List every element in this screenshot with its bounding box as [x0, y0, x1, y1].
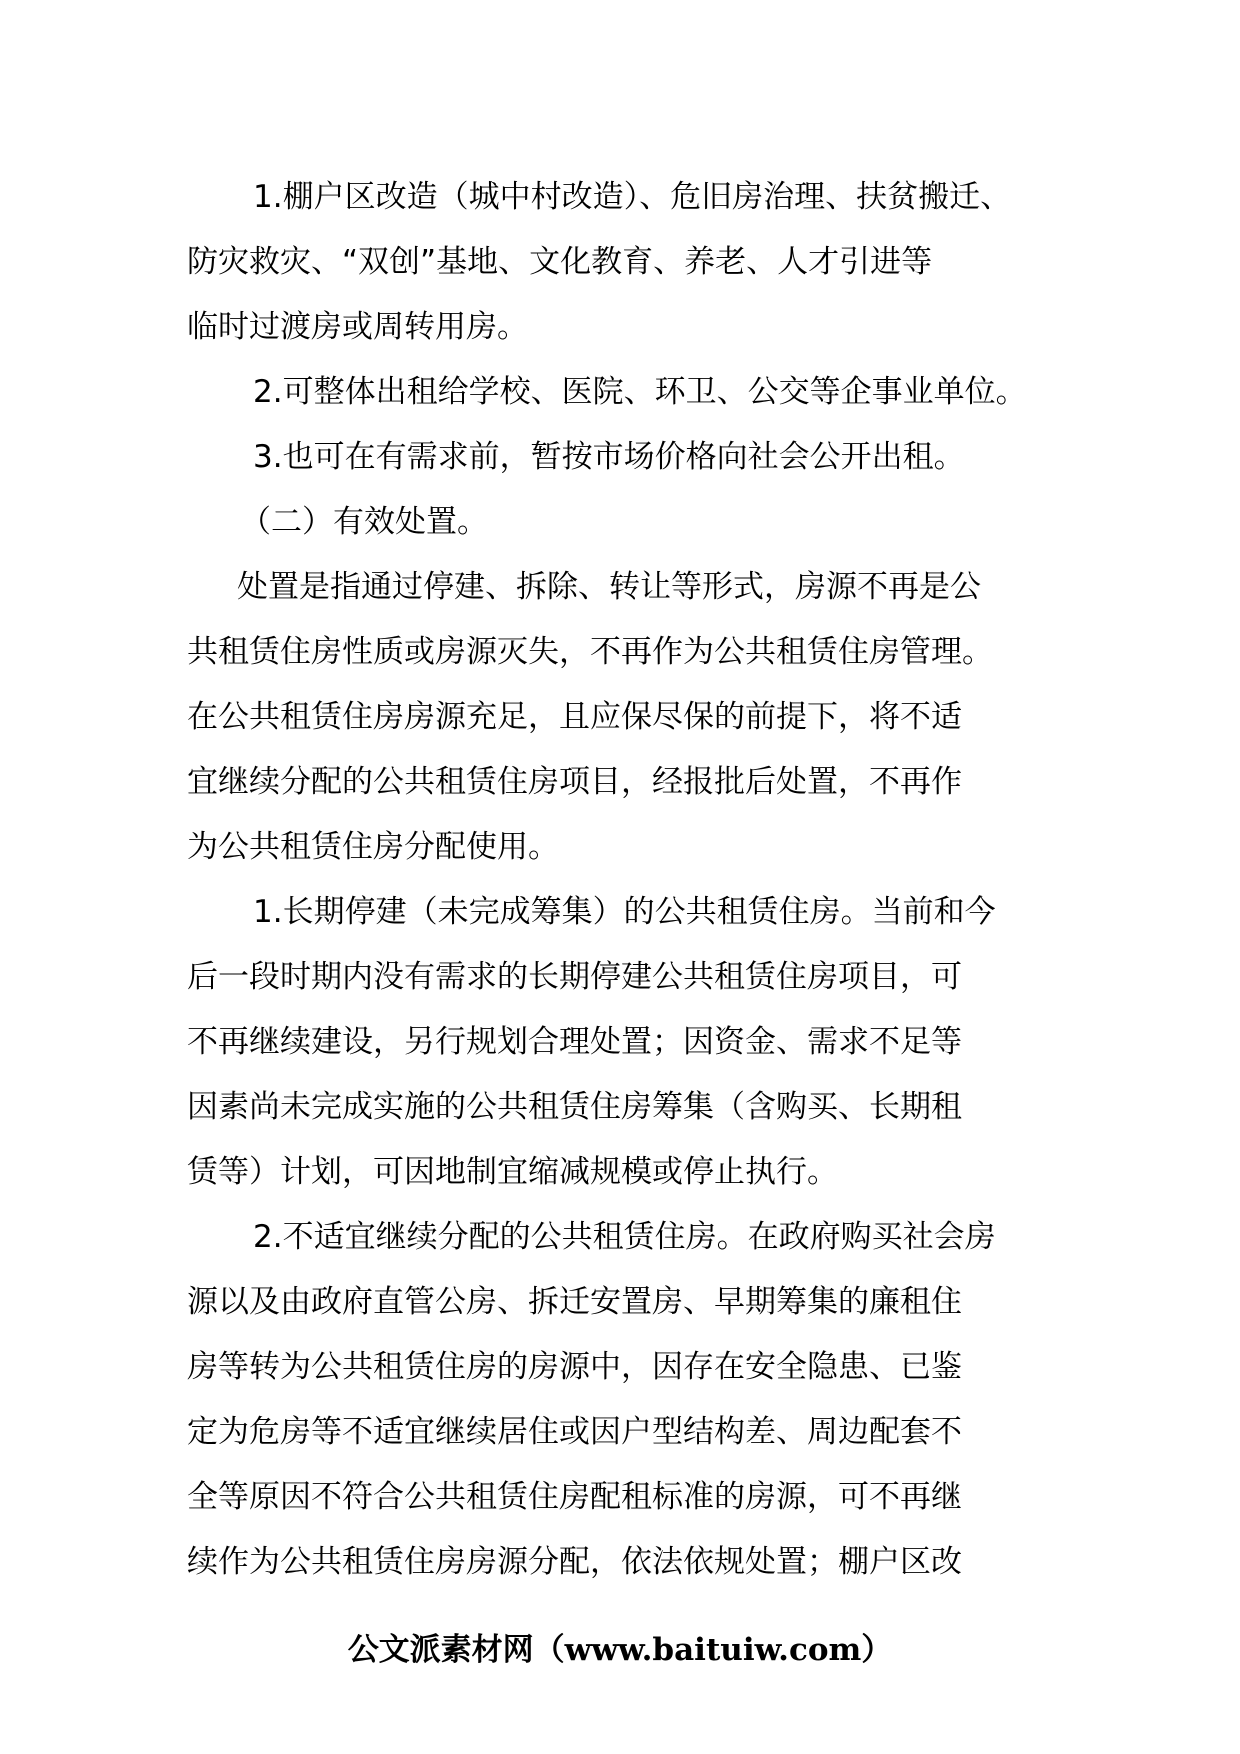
text-line: 1.棚户区改造（城中村改造）、危旧房治理、扶贫搬迁、: [253, 179, 1012, 215]
text-line: 3.也可在有需求前，暂按市场价格向社会公开出租。: [253, 439, 965, 475]
section-heading: （二）有效处置。: [240, 504, 488, 540]
text-line: 1.长期停建（未完成筹集）的公共租赁住房。当前和今: [253, 894, 996, 930]
text-line: 在公共租赁住房房源充足，且应保尽保的前提下，将不适: [187, 699, 962, 735]
text-line: 后一段时期内没有需求的长期停建公共租赁住房项目，可: [187, 959, 962, 995]
text-line: 赁等）计划，可因地制宜缩减规模或停止执行。: [187, 1154, 838, 1190]
text-line: 因素尚未完成实施的公共租赁住房筹集（含购买、长期租: [187, 1089, 962, 1125]
text-line: 为公共租赁住房分配使用。: [187, 829, 559, 865]
text-line: 2.不适宜继续分配的公共租赁住房。在政府购买社会房: [253, 1219, 996, 1255]
text-line: 临时过渡房或周转用房。: [187, 309, 528, 345]
text-line: 处置是指通过停建、拆除、转让等形式，房源不再是公: [237, 569, 981, 605]
text-line: 不再继续建设，另行规划合理处置；因资金、需求不足等: [187, 1024, 962, 1060]
text-line: 2.可整体出租给学校、医院、环卫、公交等企事业单位。: [253, 374, 1027, 410]
text-line: 共租赁住房性质或房源灭失，不再作为公共租赁住房管理。: [187, 634, 993, 670]
text-line: 续作为公共租赁住房房源分配，依法依规处置；棚户区改: [187, 1544, 962, 1580]
text-line: 全等原因不符合公共租赁住房配租标准的房源，可不再继: [187, 1479, 962, 1515]
text-line: 源以及由政府直管公房、拆迁安置房、早期筹集的廉租住: [187, 1284, 962, 1320]
text-line: 房等转为公共租赁住房的房源中，因存在安全隐患、已鉴: [187, 1349, 962, 1385]
text-line: 宜继续分配的公共租赁住房项目，经报批后处置，不再作: [187, 764, 962, 800]
text-line: 防灾救灾、“双创”基地、文化教育、养老、人才引进等: [187, 244, 933, 280]
text-line: 定为危房等不适宜继续居住或因户型结构差、周边配套不: [187, 1414, 962, 1450]
footer-watermark-text: 公文派素材网（www.baituiw.com）: [347, 1632, 893, 1668]
